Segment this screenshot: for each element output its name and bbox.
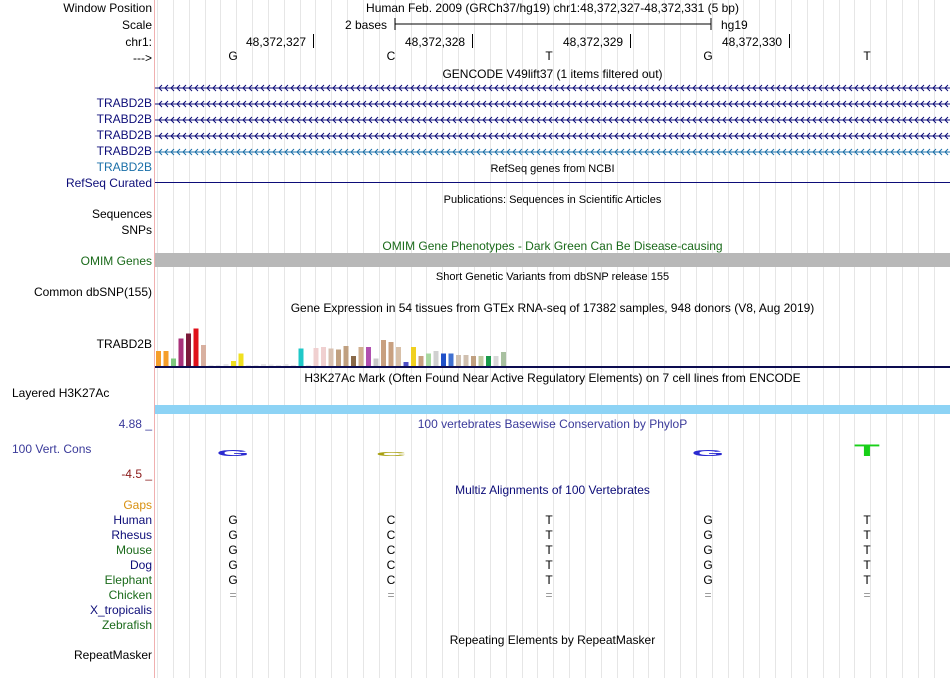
- gencode-transcript: [155, 117, 950, 123]
- gtex-bar-chart[interactable]: [155, 315, 950, 369]
- gtex-tissue-bar: [389, 342, 394, 366]
- aligned-base: =: [229, 588, 237, 602]
- species-label: X_tropicalis: [89, 603, 152, 617]
- aligned-base: C: [386, 573, 396, 587]
- aligned-base: T: [863, 543, 871, 557]
- gencode-gene-label-4[interactable]: TRABD2B: [96, 144, 152, 158]
- gtex-tissue-bar: [471, 356, 476, 366]
- gencode-track-title: GENCODE V49lift37 (1 items filtered out): [442, 67, 663, 81]
- aligned-base: T: [863, 558, 871, 572]
- ruler-tick: [630, 34, 631, 48]
- h3k27ac-track-label[interactable]: Layered H3K27Ac: [12, 386, 110, 400]
- gtex-tissue-bar: [449, 354, 454, 367]
- gtex-tissue-bar: [374, 359, 379, 367]
- gtex-tissue-bar: [216, 365, 221, 366]
- gtex-tissue-bar: [381, 340, 386, 366]
- gtex-tissue-bar: [329, 349, 334, 367]
- ruler-tick: [789, 34, 790, 48]
- dbsnp-track-title: Short Genetic Variants from dbSNP release 155: [435, 271, 670, 283]
- scale-text: 2 bases: [345, 18, 388, 32]
- phylop-base-glyph: G: [216, 448, 250, 458]
- aligned-base: T: [863, 513, 871, 527]
- gtex-tissue-bar: [321, 347, 326, 366]
- track-labels-panel: [0, 0, 155, 678]
- ruler-tick: [313, 34, 314, 48]
- aligned-base: G: [703, 513, 713, 527]
- h3k27ac-signal[interactable]: [155, 405, 950, 414]
- assembly-label: hg19: [721, 18, 748, 32]
- gtex-tissue-bar: [396, 347, 401, 366]
- reference-base: G: [703, 49, 713, 63]
- chrom-label: chr1:: [125, 35, 152, 49]
- gtex-tissue-bar: [186, 334, 191, 367]
- species-label: Dog: [129, 558, 152, 572]
- refseq-track-title: RefSeq genes from NCBI: [490, 163, 615, 175]
- gtex-tissue-bar: [276, 365, 281, 366]
- aligned-base: T: [545, 573, 553, 587]
- gtex-tissue-bar: [366, 347, 371, 366]
- gtex-tissue-bar: [164, 351, 169, 366]
- gtex-tissue-bar: [501, 352, 506, 366]
- aligned-base: T: [863, 573, 871, 587]
- gtex-tissue-bar: [479, 356, 484, 366]
- gtex-tissue-bar: [404, 362, 409, 366]
- gtex-tissue-bar: [171, 359, 176, 367]
- species-label: Zebrafish: [101, 618, 152, 632]
- aligned-base: G: [228, 558, 238, 572]
- gtex-tissue-bar: [194, 329, 199, 367]
- aligned-base: C: [386, 543, 396, 557]
- phylop-base-glyph: C: [375, 451, 407, 458]
- gencode-transcript: [155, 149, 950, 155]
- species-label: Chicken: [108, 588, 152, 602]
- gtex-tissue-bar: [269, 365, 274, 367]
- gtex-tissue-bar: [419, 356, 424, 366]
- gtex-tissue-bar: [351, 356, 356, 366]
- ruler-tick: [472, 34, 473, 48]
- gtex-track-label[interactable]: TRABD2B: [96, 337, 152, 351]
- gaps-label: Gaps: [123, 498, 152, 512]
- gtex-tissue-bar: [411, 347, 416, 366]
- repeatmasker-track-title: Repeating Elements by RepeatMasker: [449, 633, 656, 647]
- aligned-base: G: [228, 528, 238, 542]
- gtex-tissue-bar: [464, 355, 469, 366]
- ruler-position: 48,372,328: [405, 35, 466, 49]
- gtex-tissue-bar: [239, 354, 244, 367]
- phylop-track-title: 100 vertebrates Basewise Conservation by PhyloP: [417, 417, 688, 431]
- phylop-min-label: -4.5 _: [121, 467, 152, 481]
- refseq-track-label[interactable]: RefSeq Curated: [65, 176, 152, 190]
- gtex-tissue-bar: [261, 364, 266, 366]
- gencode-transcript: [155, 85, 950, 91]
- reference-base: G: [228, 49, 238, 63]
- gtex-tissue-bar: [486, 356, 491, 366]
- aligned-base: =: [704, 588, 712, 602]
- gtex-tissue-bar: [291, 365, 296, 366]
- aligned-base: G: [703, 573, 713, 587]
- gencode-gene-label-5[interactable]: TRABD2B: [96, 160, 152, 174]
- phylop-base-glyph: G: [691, 449, 725, 458]
- gtex-tissue-bar: [179, 339, 184, 367]
- gtex-tissue-bar: [224, 364, 229, 366]
- gtex-tissue-bar: [441, 354, 446, 367]
- ruler-position: 48,372,327: [246, 35, 307, 49]
- aligned-base: T: [545, 543, 553, 557]
- ruler-position: 48,372,329: [563, 35, 624, 49]
- publications-sequences-label[interactable]: Sequences: [91, 207, 152, 221]
- gencode-transcript: [155, 101, 950, 107]
- gtex-tissue-bar: [434, 351, 439, 366]
- phylop-logo[interactable]: [155, 432, 950, 472]
- aligned-base: C: [386, 528, 396, 542]
- publications-track-title: Publications: Sequences in Scientific Articles: [443, 194, 662, 206]
- gtex-tissue-bar: [246, 365, 251, 366]
- aligned-base: G: [228, 573, 238, 587]
- aligned-base: G: [703, 543, 713, 557]
- aligned-base: =: [863, 588, 871, 602]
- gencode-gene-label-1[interactable]: TRABD2B: [96, 96, 152, 110]
- aligned-base: C: [386, 513, 396, 527]
- browser-image-panel[interactable]: [155, 0, 950, 678]
- h3k27ac-track-title: H3K27Ac Mark (Often Found Near Active Regulatory Elements) on 7 cell lines from ENCODE: [304, 371, 801, 385]
- aligned-base: G: [228, 513, 238, 527]
- window-position-text: Human Feb. 2009 (GRCh37/hg19) chr1:48,372,327-48,372,331 (5 bp): [366, 1, 739, 15]
- gtex-tissue-bar: [209, 365, 214, 366]
- aligned-base: C: [386, 558, 396, 572]
- omim-track-title: OMIM Gene Phenotypes - Dark Green Can Be Disease-causing: [382, 239, 723, 253]
- omim-gene-bar[interactable]: [155, 253, 950, 267]
- dbsnp-track-label[interactable]: Common dbSNP(155): [33, 285, 152, 299]
- gencode-gene-label-3[interactable]: TRABD2B: [96, 128, 152, 142]
- gtex-tissue-bar: [156, 351, 161, 366]
- aligned-base: T: [545, 558, 553, 572]
- phylop-base-glyph: T: [854, 440, 880, 460]
- gencode-gene-models[interactable]: [155, 80, 950, 160]
- aligned-base: G: [703, 528, 713, 542]
- aligned-base: T: [545, 528, 553, 542]
- species-label: Elephant: [104, 573, 152, 587]
- reference-base: C: [386, 49, 396, 63]
- reference-base: T: [545, 49, 553, 63]
- species-label: Rhesus: [111, 528, 152, 542]
- publications-snps-label[interactable]: SNPs: [121, 223, 152, 237]
- gtex-tissue-bar: [314, 348, 319, 366]
- gtex-tissue-bar: [336, 350, 341, 367]
- gtex-tissue-bar: [359, 347, 364, 366]
- gencode-transcript: [155, 133, 950, 139]
- gtex-tissue-bar: [231, 361, 236, 366]
- aligned-base: =: [545, 588, 553, 602]
- scale-bar: [155, 16, 950, 34]
- reference-base: T: [863, 49, 871, 63]
- gtex-track-title: Gene Expression in 54 tissues from GTEx RNA-seq of 17382 samples, 948 donors (V8, Aug 2019): [290, 301, 815, 315]
- gtex-tissue-bar: [284, 364, 289, 366]
- gtex-tissue-bar: [306, 365, 311, 366]
- gtex-tissue-bar: [299, 349, 304, 367]
- repeatmasker-track-label[interactable]: RepeatMasker: [73, 648, 152, 662]
- scale-label: Scale: [121, 18, 152, 32]
- aligned-base: G: [703, 558, 713, 572]
- gtex-tissue-bar: [426, 354, 431, 367]
- phylop-track-label[interactable]: 100 Vert. Cons: [12, 442, 92, 456]
- strand-label: --->: [133, 51, 152, 65]
- multiz-track-title: Multiz Alignments of 100 Vertebrates: [455, 483, 650, 497]
- ruler-position: 48,372,330: [722, 35, 783, 49]
- refseq-gene-line[interactable]: [155, 176, 950, 190]
- window-position-label: Window Position: [63, 1, 152, 15]
- aligned-base: =: [387, 588, 395, 602]
- species-label: Mouse: [115, 543, 152, 557]
- aligned-base: G: [228, 543, 238, 557]
- aligned-base: T: [545, 513, 553, 527]
- gencode-gene-label-2[interactable]: TRABD2B: [96, 112, 152, 126]
- aligned-base: T: [863, 528, 871, 542]
- phylop-max-label: 4.88 _: [118, 417, 152, 431]
- gtex-tissue-bar: [201, 345, 206, 366]
- gtex-tissue-bar: [456, 355, 461, 366]
- gtex-tissue-bar: [344, 346, 349, 366]
- gtex-tissue-bar: [494, 356, 499, 366]
- gtex-tissue-bar: [254, 365, 259, 366]
- omim-track-label[interactable]: OMIM Genes: [80, 254, 152, 268]
- species-label: Human: [113, 513, 152, 527]
